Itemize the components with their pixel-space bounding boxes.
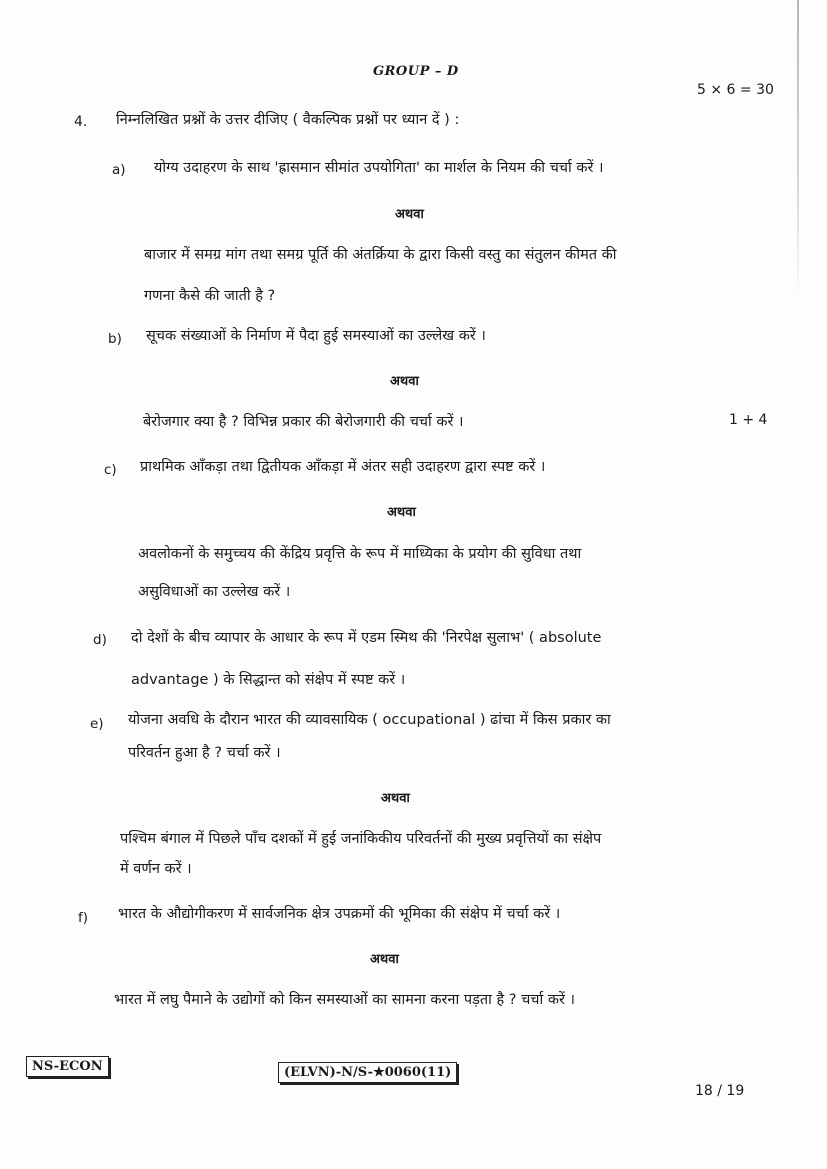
- alternative-label-e: अथवा: [381, 791, 410, 806]
- alternative-label-a: अथवा: [395, 207, 424, 222]
- part-c-label: c): [104, 462, 117, 478]
- part-d-line2: advantage ) के सिद्धान्त को संक्षेप में स्पष्ट करें ।: [131, 672, 406, 688]
- part-b-text: सूचक संख्याओं के निर्माण में पैदा हुई समस्याओं का उल्लेख करें ।: [146, 328, 486, 344]
- part-a-text: योग्य उदाहरण के साथ 'ह्रासमान सीमांत उपयोगिता' का मार्शल के नियम की चर्चा करें ।: [154, 160, 604, 176]
- question-instruction: निम्नलिखित प्रश्नों के उत्तर दीजिए ( वैकल्पिक प्रश्नों पर ध्यान दें ) :: [116, 112, 460, 128]
- part-c-alt-line2: असुविधाओं का उल्लेख करें ।: [138, 584, 291, 600]
- scan-edge-shadow: [797, 0, 799, 300]
- group-title: GROUP – D: [373, 64, 459, 79]
- part-f-alt-line1: भारत में लघु पैमाने के उद्योगों को किन समस्याओं का सामना करना पड़ता है ? चर्चा करें ।: [114, 992, 576, 1008]
- part-e-label: e): [90, 716, 104, 732]
- paper-code-box: (ELVN)-N/S-★0060(11): [278, 1062, 457, 1083]
- part-c-text: प्राथमिक आँकड़ा तथा द्वितीयक आँकड़ा में अंतर सही उदाहरण द्वारा स्पष्ट करें ।: [140, 459, 546, 475]
- alternative-label-b: अथवा: [390, 374, 419, 389]
- part-e-alt-line2: में वर्णन करें ।: [120, 861, 192, 877]
- alternative-label-f: अथवा: [370, 952, 399, 967]
- page-number: 18 / 19: [695, 1083, 745, 1099]
- part-d-label: d): [93, 632, 107, 648]
- part-b-alt-marks: 1 + 4: [729, 412, 768, 428]
- part-b-alt-line1: बेरोजगार क्या है ? विभिन्न प्रकार की बेरोजगारी की चर्चा करें ।: [143, 414, 464, 430]
- part-f-text: भारत के औद्योगीकरण में सार्वजनिक क्षेत्र उपक्रमों की भूमिका की संक्षेप में चर्चा करें ।: [118, 906, 561, 922]
- part-a-alt-line2: गणना कैसे की जाती है ?: [144, 288, 276, 304]
- part-b-label: b): [108, 331, 122, 347]
- part-d-line1: दो देशों के बीच व्यापार के आधार के रूप में एडम स्मिथ की 'निरपेक्ष सुलाभ' ( absolute: [131, 630, 602, 646]
- total-marks: 5 × 6 = 30: [697, 82, 774, 98]
- part-f-label: f): [78, 910, 89, 926]
- alternative-label-c: अथवा: [387, 505, 416, 520]
- part-e-line1: योजना अवधि के दौरान भारत की व्यावसायिक ( occupational ) ढांचा में किस प्रकार का: [128, 712, 611, 728]
- part-c-alt-line1: अवलोकनों के समुच्चय की केंद्रिय प्रवृत्ति के रूप में माध्यिका के प्रयोग की सुविधा तथा: [138, 546, 582, 562]
- part-a-alt-line1: बाजार में समग्र मांग तथा समग्र पूर्ति की अंतर्क्रिया के द्वारा किसी वस्तु का संतुलन कीमत की: [144, 247, 617, 263]
- question-number: 4.: [74, 114, 88, 130]
- part-e-line2: परिवर्तन हुआ है ? चर्चा करें ।: [128, 745, 281, 761]
- part-e-alt-line1: पश्चिम बंगाल में पिछले पाँच दशकों में हुई जनांकिकीय परिवर्तनों की मुख्य प्रवृत्तियों का संक्षेप: [120, 831, 602, 847]
- part-a-label: a): [112, 162, 126, 178]
- subject-code-box: NS-ECON: [26, 1056, 109, 1077]
